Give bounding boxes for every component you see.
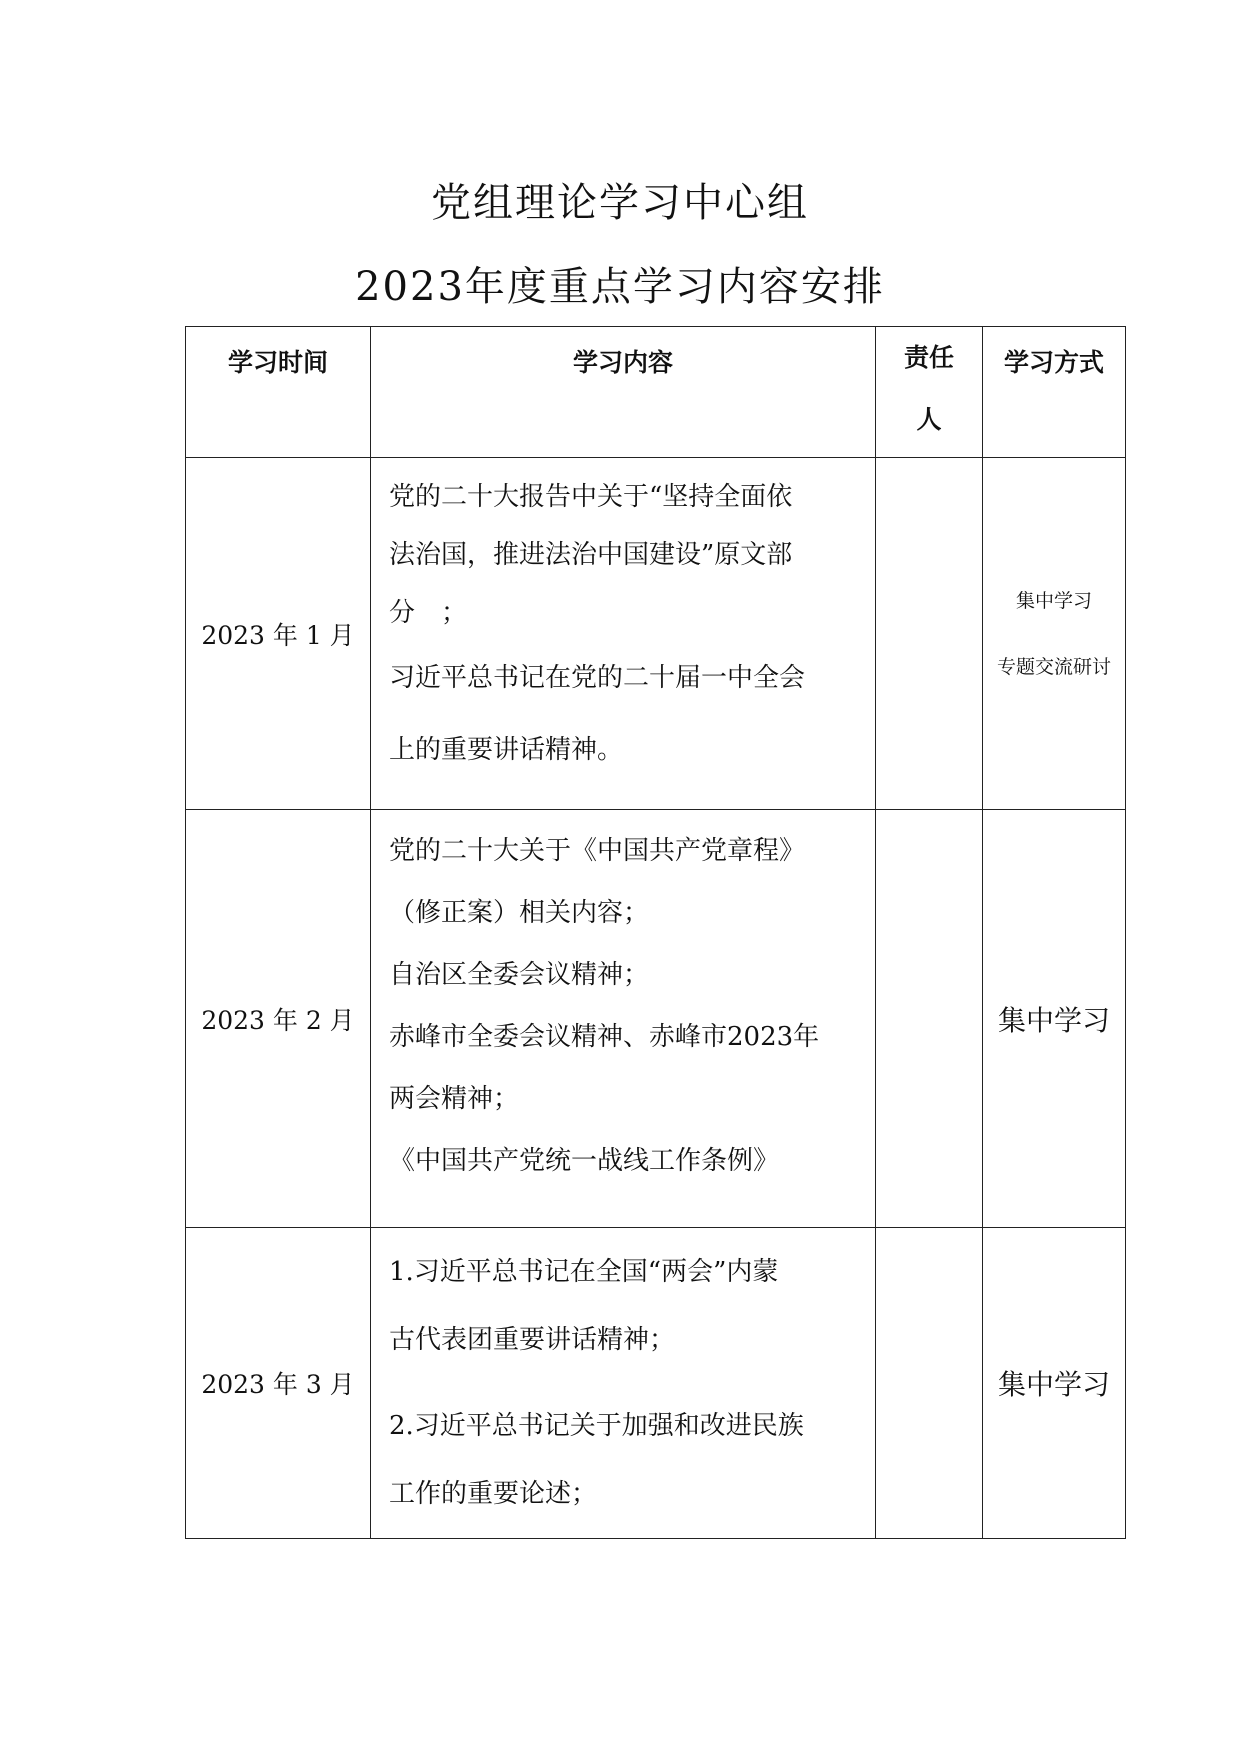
content-line: 上的重要讲话精神。	[389, 735, 624, 765]
content-line: 分 ；	[389, 598, 468, 628]
content-line: 习近平总书记在党的二十届一中全会	[389, 663, 806, 693]
document-title: 党组理论学习中心组	[431, 180, 809, 226]
header-content: 学习内容	[371, 327, 876, 458]
content-line: 赤峰市全委会议精神、赤峰市2023年	[389, 1022, 820, 1052]
document-subtitle: 2023年度重点学习内容安排	[355, 264, 885, 310]
row-content	[371, 810, 876, 1228]
row-time: 2023 年 2 月	[186, 810, 371, 1228]
header-responsible	[876, 327, 983, 458]
content-line: 工作的重要论述；	[389, 1479, 598, 1509]
row-responsible	[876, 810, 983, 1228]
content-line: （修正案）相关内容；	[389, 898, 650, 928]
content-line: 法治国，推进法治中国建设”原文部	[389, 540, 793, 570]
row-content	[371, 458, 876, 810]
row-time: 2023 年 3 月	[186, 1228, 371, 1539]
row-method	[983, 458, 1126, 810]
table-row	[186, 458, 1126, 810]
table-row	[186, 810, 1126, 1228]
content-line: 《中国共产党统一战线工作条例》	[389, 1146, 780, 1176]
row-content	[371, 1228, 876, 1539]
row-method: 集中学习	[983, 1228, 1126, 1539]
table-row	[186, 1228, 1126, 1539]
row-time: 2023 年 1 月	[186, 458, 371, 810]
row-responsible	[876, 1228, 983, 1539]
content-line: 党的二十大关于《中国共产党章程》	[389, 836, 806, 866]
content-line: 古代表团重要讲话精神；	[389, 1325, 676, 1355]
header-method: 学习方式	[983, 327, 1126, 458]
content-line: 两会精神；	[389, 1084, 520, 1114]
header-time: 学习时间	[186, 327, 371, 458]
content-line: 党的二十大报告中关于“坚持全面依	[389, 482, 793, 512]
method-line: 专题交流研讨	[996, 655, 1111, 678]
content-line: 自治区全委会议精神；	[389, 960, 650, 990]
study-schedule-table	[185, 326, 1126, 1539]
table-header-row	[186, 327, 1126, 458]
content-line: 2.习近平总书记关于加强和改进民族	[389, 1411, 804, 1441]
method-line: 集中学习	[1015, 589, 1092, 612]
header-responsible-line1: 责任	[903, 343, 954, 372]
row-method: 集中学习	[983, 810, 1126, 1228]
content-line: 1.习近平总书记在全国“两会”内蒙	[389, 1257, 779, 1287]
row-responsible	[876, 458, 983, 810]
header-responsible-line2: 人	[916, 405, 942, 434]
